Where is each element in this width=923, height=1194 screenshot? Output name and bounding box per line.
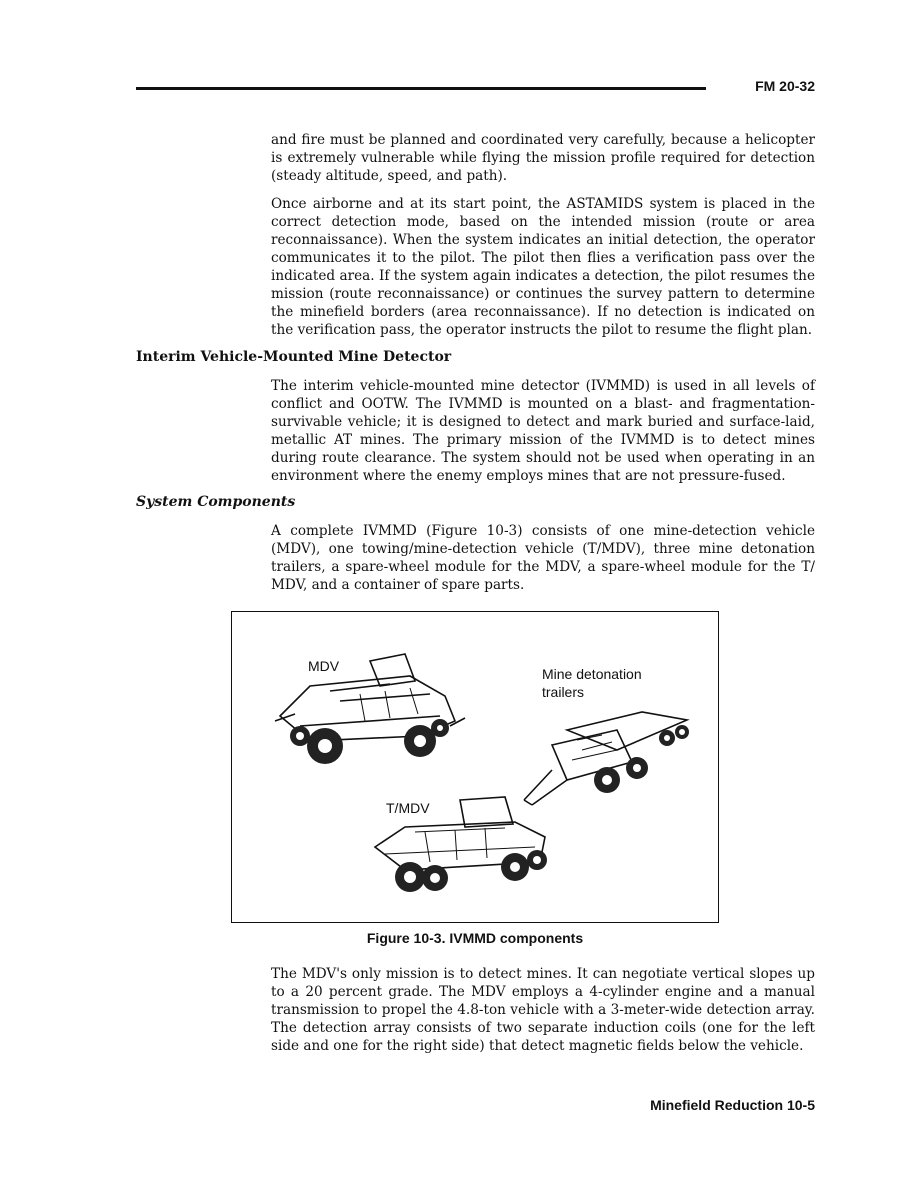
figure-caption: Figure 10-3. IVMMD components	[366, 930, 584, 946]
figure-ivmmd	[231, 611, 719, 923]
mdv-vehicle-illustration	[270, 646, 470, 776]
label-trailers-line2: trailers	[542, 684, 585, 700]
document-code: FM 20-32	[755, 78, 815, 94]
label-mdv: MDV	[308, 658, 340, 674]
paragraph-helicopter: and fire must be planned and coordinated very carefully, because a helicopter is extremely vulnerable while flying the mission profile required for detection (steady altitude, speed, and path).	[271, 132, 815, 184]
heading-system-components: System Components	[136, 494, 296, 510]
page-footer: Minefield Reduction 10-5	[650, 1097, 815, 1113]
paragraph-mdv: The MDV's only mission is to detect mines. It can negotiate vertical slopes up to a 20 percent grade. The MDV employs a 4-cylinder engine and a manual transmission to propel the 4.8-ton vehicle with a 3-meter-wide detection array. The detection array consists of two separate induction coils (one for the left side and one for the right side) that detect magnetic fields below the vehicle.	[271, 966, 815, 1054]
paragraph-astamids: Once airborne and at its start point, the ASTAMIDS system is placed in the correct detection mode, based on the intended mission (route or area reconnaissance). When the system indicates an initial detection, the operator communicates it to the pilot. The pilot then flies a verification pass over the indicated area. If the system again indicates a detection, the pilot resumes the mission (route reconnaissance) or continues the survey pattern to determine the minefield borders (area reconnaissance). If no detection is indicated on the verification pass, the operator instructs the pilot to resume the flight plan.	[271, 196, 815, 338]
label-tmdv: T/MDV	[386, 800, 430, 816]
paragraph-components: A complete IVMMD (Figure 10-3) consists of one mine-detection vehicle (MDV), one towing/mine-detection vehicle (T/MDV), three mine detonation trailers, a spare-wheel module for the MDV, a spare-wheel module for the T/ MDV, and a container of spare parts.	[271, 523, 815, 593]
header-rule	[136, 87, 706, 90]
heading-ivmmd: Interim Vehicle-Mounted Mine Detector	[136, 349, 452, 365]
label-trailers-line1: Mine detonation	[542, 666, 642, 682]
paragraph-ivmmd: The interim vehicle-mounted mine detector (IVMMD) is used in all levels of conflict and OOTW. The IVMMD is mounted on a blast- and fragmentation-survivable vehicle; it is designed to detect and mark buried and surface-laid, metallic AT mines. The primary mission of the IVMMD is to detect mines during route clearance. The system should not be used when operating in an environment where the enemy employs mines that are not pressure-fused.	[271, 378, 815, 484]
